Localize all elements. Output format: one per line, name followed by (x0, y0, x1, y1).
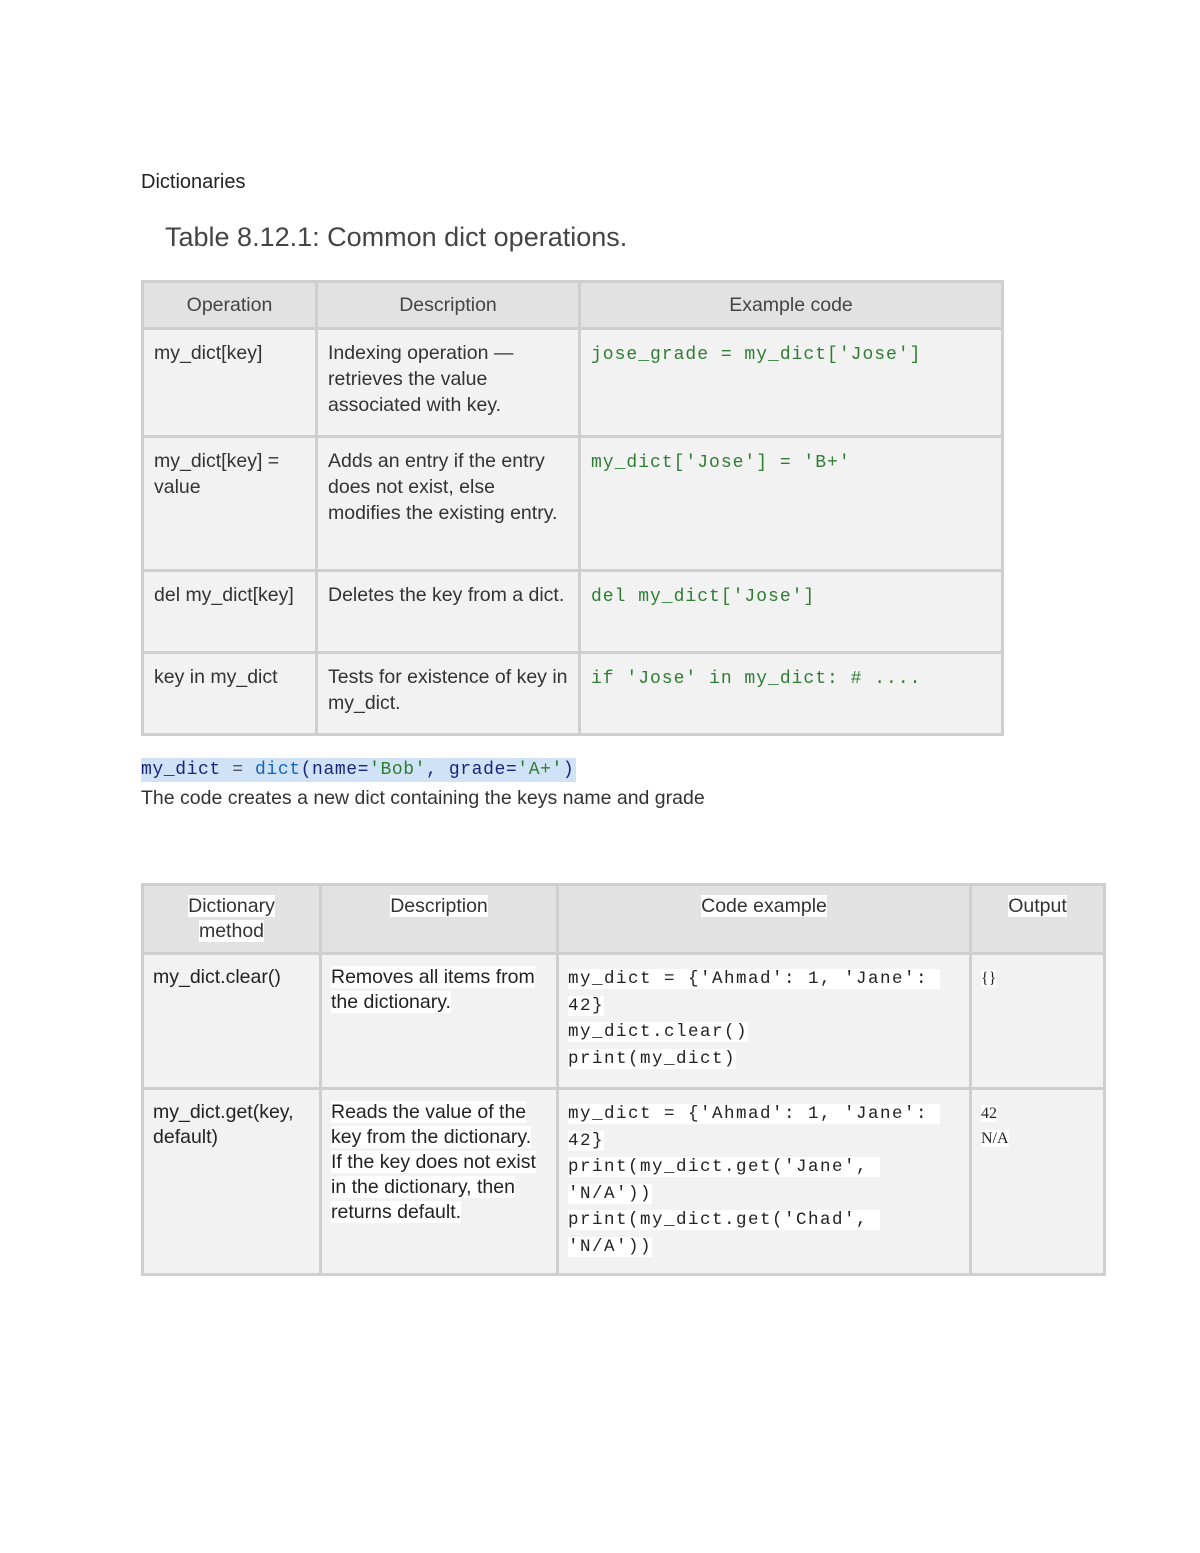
column-header-label: Code example (701, 895, 827, 917)
description-cell: Deletes the key from a dict. (317, 571, 580, 653)
output-cell (971, 954, 1105, 1089)
table-row (143, 329, 1003, 437)
description-cell: Tests for existence of key in my_dict. (317, 653, 580, 735)
method-cell: my_dict.clear() (143, 954, 321, 1089)
code-paren: ) (562, 760, 575, 780)
description-cell (321, 954, 558, 1089)
column-header: Description (317, 282, 580, 329)
example-code: my_dict['Jose'] = 'B+' (591, 453, 851, 473)
column-header (321, 885, 558, 954)
output-text: 42 N/A (981, 1105, 1009, 1147)
description-cell: Adds an entry if the entry does not exist, else modifies the existing entry. (317, 437, 580, 571)
description-text: Reads the value of the key from the dictionary. If the key does not exist in the dictionary, then returns default. (331, 1101, 536, 1223)
code-args: , grade= (426, 760, 518, 780)
code-string: 'A+' (517, 760, 563, 780)
column-header (971, 885, 1105, 954)
table-row (143, 571, 1003, 653)
column-header-label: Description (390, 895, 488, 917)
table-row (143, 437, 1003, 571)
table-row (143, 653, 1003, 735)
operation-cell: my_dict[key] = value (143, 437, 317, 571)
code-cell (580, 437, 1003, 571)
description-text: Removes all items from the dictionary. (331, 966, 535, 1013)
column-header (143, 885, 321, 954)
code-cell (558, 1089, 971, 1275)
example-code: if 'Jose' in my_dict: # .... (591, 669, 922, 689)
document-heading: Dictionaries (141, 171, 246, 193)
dict-methods-table (141, 883, 1106, 1276)
column-header: Example code (580, 282, 1003, 329)
column-header-label: Dictionary method (188, 895, 275, 942)
table-row (143, 954, 1105, 1089)
output-cell (971, 1089, 1105, 1275)
method-cell: my_dict.get(key, default) (143, 1089, 321, 1275)
code-cell (558, 954, 971, 1089)
table-header-row (143, 885, 1105, 954)
code-cell (580, 653, 1003, 735)
example-code: del my_dict['Jose'] (591, 587, 816, 607)
code-cell (580, 329, 1003, 437)
column-header-label: Output (1008, 895, 1067, 917)
dict-operations-table (141, 280, 1004, 736)
table-row (143, 1089, 1105, 1275)
output-text: {} (981, 970, 997, 987)
operation-cell: my_dict[key] (143, 329, 317, 437)
column-header (558, 885, 971, 954)
highlighted-code-line (141, 758, 576, 782)
example-code: jose_grade = my_dict['Jose'] (591, 345, 922, 365)
table-header-row (143, 282, 1003, 329)
code-args: (name= (300, 760, 370, 780)
code-cell (580, 571, 1003, 653)
code-function: dict (255, 760, 301, 780)
operation-cell: key in my_dict (143, 653, 317, 735)
description-cell (321, 1089, 558, 1275)
column-header: Operation (143, 282, 317, 329)
example-code: my_dict = {'Ahmad': 1, 'Jane': 42} my_dict.clear() print(my_dict) (568, 969, 940, 1069)
code-caption: The code creates a new dict containing the keys name and grade (141, 787, 705, 809)
description-cell: Indexing operation — retrieves the value associated with key. (317, 329, 580, 437)
table-title: Table 8.12.1: Common dict operations. (165, 222, 628, 252)
code-operator: = (220, 760, 256, 780)
code-string: 'Bob' (369, 760, 427, 780)
operation-cell: del my_dict[key] (143, 571, 317, 653)
example-code: my_dict = {'Ahmad': 1, 'Jane': 42} print(my_dict.get('Jane', 'N/A')) print(my_dict.get('Chad', 'N/A')) (568, 1104, 940, 1257)
code-variable: my_dict (141, 760, 221, 780)
